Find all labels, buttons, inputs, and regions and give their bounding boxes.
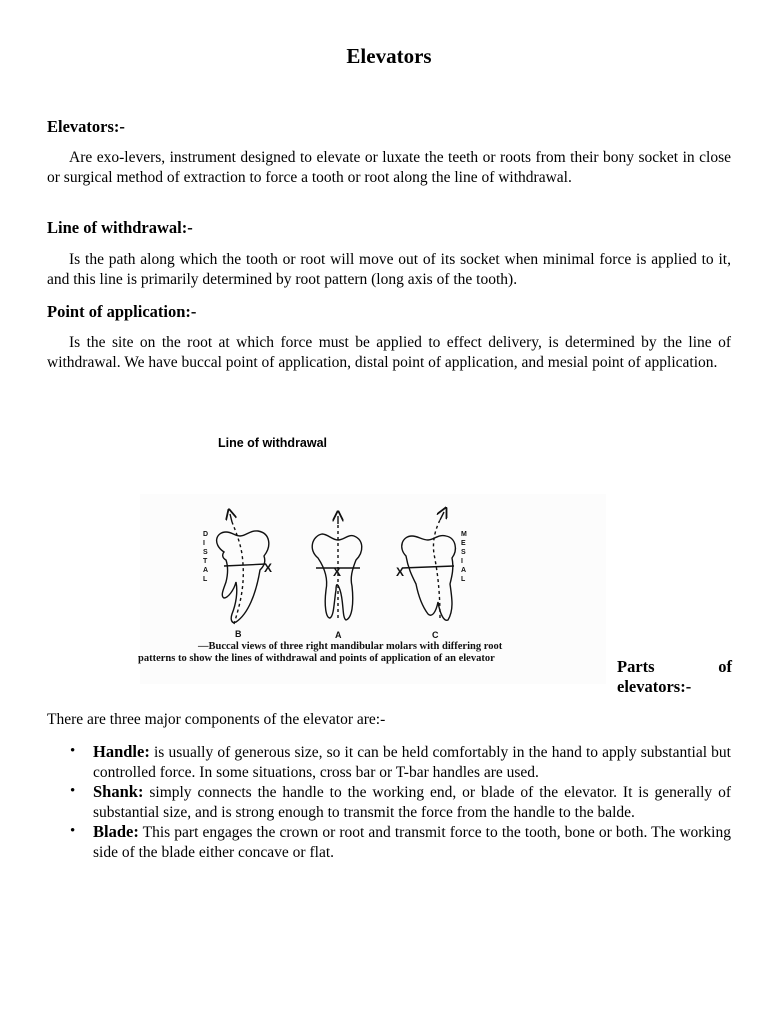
- mesial-letter: S: [461, 549, 466, 556]
- x-mark-c: X: [396, 565, 405, 579]
- parts-heading-line-2: elevators:-: [617, 676, 692, 696]
- list-item-text: is usually of generous size, so it can be held comfortably in the hand to apply substantial but controlled force. In some situations, cross bar or T-bar handles are used.: [93, 744, 731, 781]
- list-item-text: simply connects the handle to the working end, or blade of the elevator. It is generally of substantial size, and is strong enough to transmit the force from the handle to the balde.: [93, 784, 731, 821]
- list-item-shank: [70, 782, 731, 822]
- figure-label-line-of-withdrawal: Line of withdrawal: [218, 436, 328, 450]
- distal-letter: A: [203, 567, 209, 574]
- bullet-icon: •: [70, 783, 76, 799]
- distal-letter: S: [203, 549, 208, 556]
- list-item-term: Blade:: [93, 822, 139, 841]
- distal-letter: D: [203, 531, 209, 538]
- tooth-label-a: A: [335, 630, 342, 640]
- section-heading-point-of-application: Point of application:-: [47, 302, 197, 321]
- tooth-label-c: C: [432, 630, 439, 640]
- parts-list: [70, 742, 731, 862]
- section-heading-line-of-withdrawal: Line of withdrawal:-: [47, 218, 193, 237]
- mesial-label: [461, 531, 467, 583]
- tooth-c: [402, 512, 456, 620]
- distal-letter: L: [203, 576, 208, 583]
- x-mark-b: X: [264, 561, 273, 575]
- parts-heading-word-1: Parts: [617, 657, 655, 676]
- distal-letter: I: [203, 540, 205, 547]
- list-item-term: Handle:: [93, 742, 150, 761]
- list-item-blade: [70, 822, 731, 862]
- x-mark-a: X: [333, 565, 342, 579]
- tooth-label-b: B: [235, 629, 242, 639]
- tooth-b: [217, 514, 269, 624]
- figure-caption-line-2: patterns to show the lines of withdrawal and points of application of an elevator: [138, 653, 495, 664]
- parts-intro: There are three major components of the elevator are:-: [47, 711, 386, 728]
- section-heading-parts-of-elevators: [617, 657, 732, 696]
- mesial-letter: I: [461, 558, 463, 565]
- mesial-letter: E: [461, 540, 466, 547]
- mesial-letter: A: [461, 567, 467, 574]
- section-heading-elevators: Elevators:-: [47, 117, 125, 136]
- bullet-icon: •: [70, 823, 76, 839]
- mesial-letter: M: [461, 531, 467, 538]
- page-title: Elevators: [346, 44, 432, 68]
- paragraph-line-of-withdrawal: Is the path along which the tooth or root will move out of its socket when minimal force is applied to it, and this line is primarily determined by root pattern (long axis of the tooth).: [47, 251, 731, 288]
- paragraph-point-of-application: Is the site on the root at which force must be applied to effect delivery, is determined by the line of withdrawal. We have buccal point of application, distal point of application, and mesial point of application.: [47, 334, 731, 371]
- figure-caption: [138, 641, 533, 665]
- list-item-handle: [70, 742, 731, 782]
- distal-label: [203, 531, 208, 583]
- parts-heading-word-2: of: [718, 657, 732, 676]
- paragraph-elevators: Are exo-levers, instrument designed to elevate or luxate the teeth or roots from their bony socket in close or surgical method of extraction to force a tooth or root along the line of withdrawal.: [47, 149, 731, 186]
- list-item-term: Shank:: [93, 782, 144, 801]
- mesial-letter: L: [461, 576, 466, 583]
- figure-caption-line-1: —Buccal views of three right mandibular molars with differing root: [198, 641, 503, 652]
- bullet-icon: •: [70, 743, 76, 759]
- list-item-text: This part engages the crown or root and transmit force to the tooth, bone or both. The working side of the blade either concave or flat.: [93, 824, 731, 861]
- distal-letter: T: [203, 558, 208, 565]
